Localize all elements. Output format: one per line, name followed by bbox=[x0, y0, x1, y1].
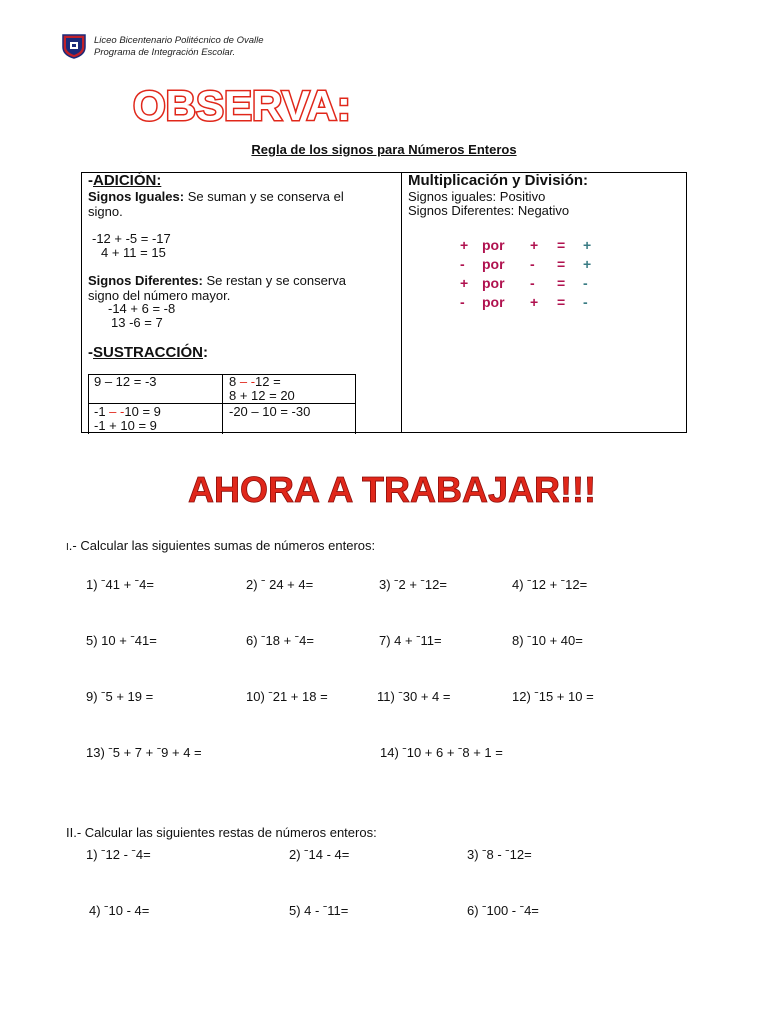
part2-exercise-6: 6) ˉ100 - ˉ4= bbox=[467, 903, 539, 918]
sign-rule-3-por: por bbox=[482, 275, 505, 291]
multiplicacion-heading: Multiplicación y División: bbox=[408, 172, 589, 189]
school-header bbox=[94, 35, 264, 59]
mult-signos-diferentes: Signos Diferentes: Negativo bbox=[408, 203, 570, 218]
sign-rule-2-por: por bbox=[482, 256, 505, 272]
sign-rule-2-a: - bbox=[460, 256, 465, 272]
part1-exercise-10: 10) ˉ21 + 18 = bbox=[246, 689, 328, 704]
part1-exercise-14: 14) ˉ10 + 6 + ˉ8 + 1 = bbox=[380, 745, 503, 760]
adicion-heading: -ADICIÓN: bbox=[88, 172, 162, 189]
part2-exercise-2: 2) ˉ14 - 4= bbox=[289, 847, 350, 862]
sign-rule-4-a: - bbox=[460, 294, 465, 310]
part1-exercise-7: 7) 4 + ˉ11= bbox=[379, 633, 442, 648]
part1-heading: I.- Calcular las siguientes sumas de números enteros: bbox=[66, 538, 376, 553]
sustraccion-col-divider bbox=[222, 374, 223, 434]
part2-exercise-1: 1) ˉ12 - ˉ4= bbox=[86, 847, 151, 862]
sustraccion-cell-1: 9 – 12 = -3 bbox=[94, 374, 157, 389]
adicion-example-4: 13 -6 = 7 bbox=[111, 315, 163, 330]
sustraccion-cell-4: -20 – 10 = -30 bbox=[229, 404, 311, 419]
sign-rule-3-a: + bbox=[460, 275, 469, 291]
sustraccion-heading: -SUSTRACCIÓN: bbox=[88, 344, 209, 361]
sign-rule-4-por: por bbox=[482, 294, 505, 310]
ahora-trabajar-title bbox=[186, 468, 620, 510]
sign-rule-3-b: - bbox=[530, 275, 535, 291]
sign-rule-2-b: - bbox=[530, 256, 535, 272]
rule-title: Regla de los signos para Números Enteros bbox=[251, 142, 517, 157]
sign-rule-4-eq: = bbox=[557, 294, 566, 310]
adicion-example-3: -14 + 6 = -8 bbox=[108, 301, 176, 316]
sign-rule-1-a: + bbox=[460, 237, 469, 253]
part1-exercise-4: 4) ˉ12 + ˉ12= bbox=[512, 577, 588, 592]
sign-rule-3-r: - bbox=[583, 275, 588, 291]
ahora-text: AHORA A TRABAJAR!!! bbox=[188, 469, 596, 510]
sign-rule-1-por: por bbox=[482, 237, 505, 253]
sign-rule-4-b: + bbox=[530, 294, 539, 310]
part2-heading: II.- Calcular las siguientes restas de números enteros: bbox=[66, 825, 377, 840]
sign-rule-1-r: + bbox=[583, 237, 592, 253]
observa-title bbox=[131, 84, 381, 128]
part1-exercise-8: 8) ˉ10 + 40= bbox=[512, 633, 583, 648]
part1-exercise-9: 9) ˉ5 + 19 = bbox=[86, 689, 154, 704]
adicion-example-2: 4 + 11 = 15 bbox=[101, 245, 166, 260]
part2-exercise-4: 4) ˉ10 - 4= bbox=[89, 903, 150, 918]
sustraccion-cell-3: -1 – -10 = 9 -1 + 10 = 9 bbox=[94, 404, 161, 433]
part1-exercise-13: 13) ˉ5 + 7 + ˉ9 + 4 = bbox=[86, 745, 202, 760]
part1-exercise-6: 6) ˉ18 + ˉ4= bbox=[246, 633, 314, 648]
sign-rule-3-eq: = bbox=[557, 275, 566, 291]
sign-rule-1-eq: = bbox=[557, 237, 566, 253]
school-name: Liceo Bicentenario Politécnico de Ovalle bbox=[94, 35, 264, 46]
program-name: Programa de Integración Escolar. bbox=[94, 47, 236, 58]
signos-diferentes-rule: Signos Diferentes: Se restan y se conserva signo del número mayor. bbox=[88, 273, 346, 303]
school-shield-logo bbox=[61, 33, 87, 59]
part1-exercise-12: 12) ˉ15 + 10 = bbox=[512, 689, 594, 704]
sign-rule-2-eq: = bbox=[557, 256, 566, 272]
adicion-example-1: -12 + -5 = -17 bbox=[92, 231, 171, 246]
part1-exercise-2: 2) ˉ 24 + 4= bbox=[246, 577, 314, 592]
sustraccion-cell-2: 8 – -12 = 8 + 12 = 20 bbox=[229, 374, 295, 403]
part2-exercise-3: 3) ˉ8 - ˉ12= bbox=[467, 847, 532, 862]
sign-rule-1-b: + bbox=[530, 237, 539, 253]
signos-iguales-rule: Signos Iguales: Se suman y se conserva el signo. bbox=[88, 189, 344, 219]
part1-exercise-11: 11) ˉ30 + 4 = bbox=[377, 689, 451, 704]
rules-divider bbox=[401, 172, 402, 433]
sign-rule-4-r: - bbox=[583, 294, 588, 310]
part1-exercise-5: 5) 10 + ˉ41= bbox=[86, 633, 157, 648]
part2-exercise-5: 5) 4 - ˉ11= bbox=[289, 903, 349, 918]
part1-exercise-3: 3) ˉ2 + ˉ12= bbox=[379, 577, 447, 592]
part1-exercise-1: 1) ˉ41 + ˉ4= bbox=[86, 577, 154, 592]
sign-rule-2-r: + bbox=[583, 256, 592, 272]
observa-text: OBSERVA: bbox=[133, 84, 351, 128]
mult-signos-iguales: Signos iguales: Positivo bbox=[408, 189, 546, 204]
